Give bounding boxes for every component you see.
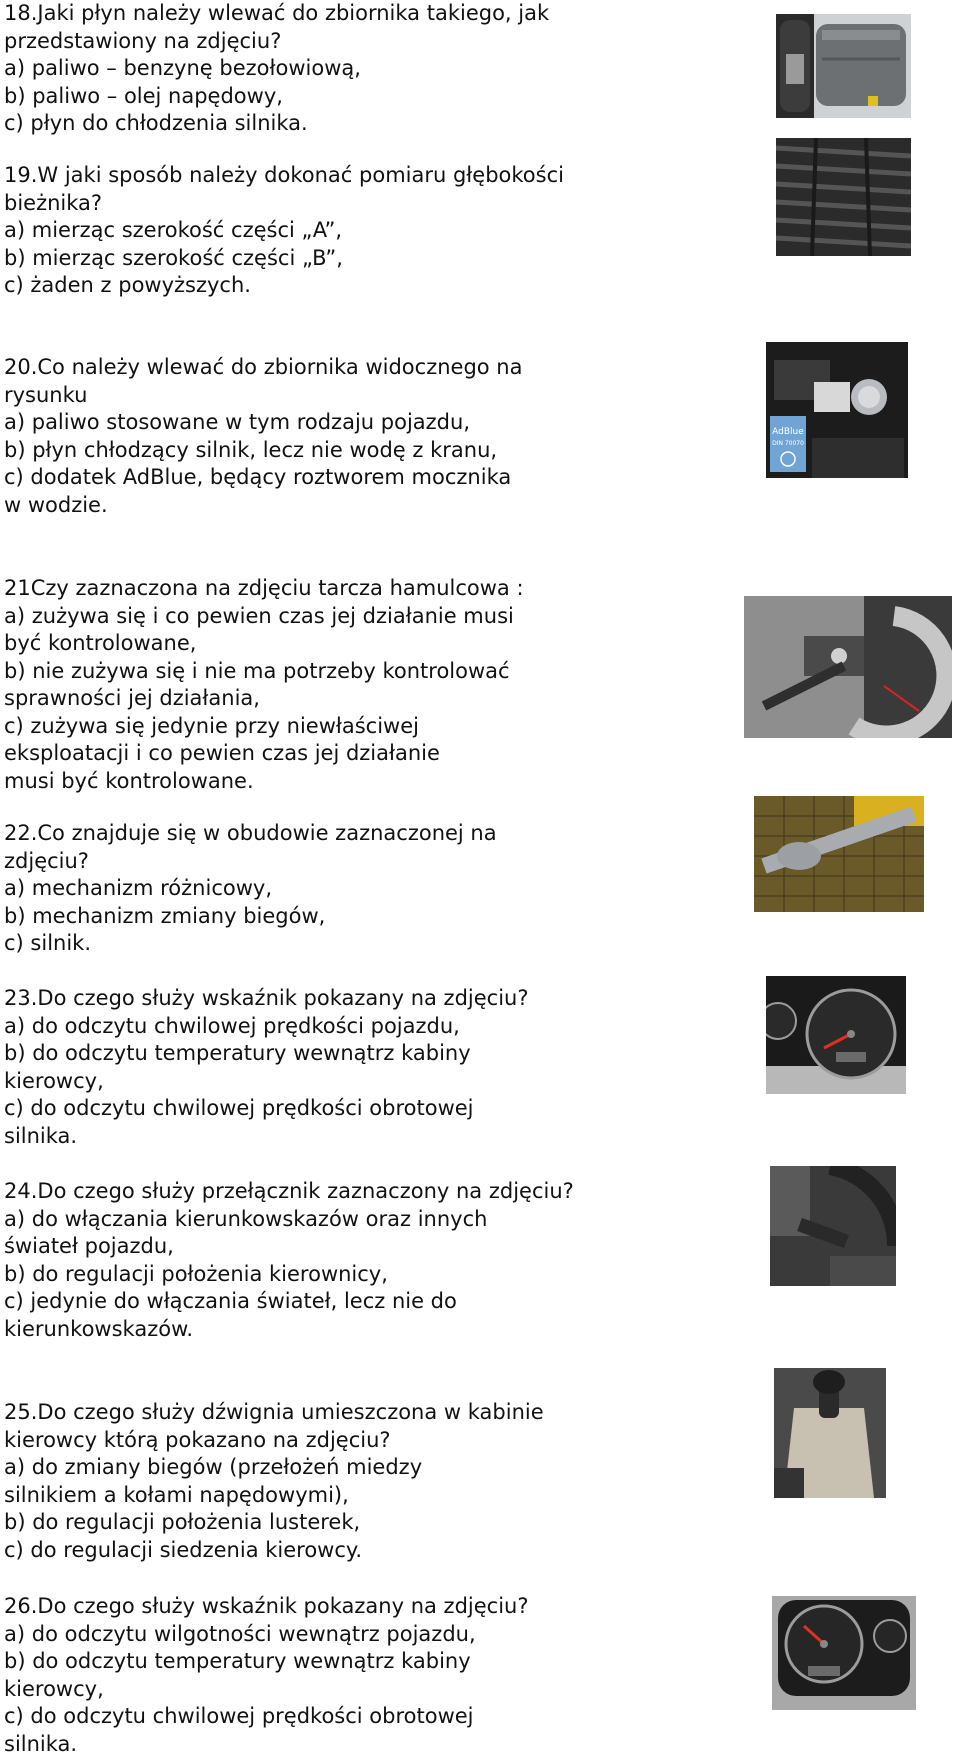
question-line: 22.Co znajduje się w obudowie zaznaczonej na <box>4 820 704 848</box>
gear-lever-photo <box>774 1368 886 1498</box>
question-line: 24.Do czego służy przełącznik zaznaczony na zdjęciu? <box>4 1178 704 1206</box>
answer-a-cont: silnikiem a kołami napędowymi), <box>4 1482 704 1510</box>
gearbox-housing-photo <box>754 796 924 912</box>
answer-c-cont: kierunkowskazów. <box>4 1316 704 1344</box>
tire-tread-photo <box>776 138 911 256</box>
question-20 <box>4 354 704 519</box>
answer-c: c) zużywa się jedynie przy niewłaściwej <box>4 713 704 741</box>
answer-c-cont: musi być kontrolowane. <box>4 768 704 796</box>
answer-b: b) mierząc szerokość części „B”, <box>4 245 704 273</box>
answer-b-cont: kierowcy, <box>4 1676 704 1704</box>
question-line: bieżnika? <box>4 190 704 218</box>
answer-c: c) do odczytu chwilowej prędkości obrotowej <box>4 1095 704 1123</box>
adblue-label: AdBlue <box>772 427 804 437</box>
adblue-tank-photo <box>766 342 908 478</box>
answer-b: b) do odczytu temperatury wewnątrz kabiny <box>4 1040 704 1068</box>
answer-b: b) paliwo – olej napędowy, <box>4 83 704 111</box>
answer-b: b) do regulacji położenia kierownicy, <box>4 1261 704 1289</box>
answer-c-cont: silnika. <box>4 1123 704 1151</box>
answer-b: b) płyn chłodzący silnik, lecz nie wodę z kranu, <box>4 437 704 465</box>
answer-b: b) do regulacji położenia lusterek, <box>4 1509 704 1537</box>
question-25 <box>4 1399 704 1564</box>
speedometer-photo <box>766 976 906 1094</box>
question-23 <box>4 985 704 1150</box>
answer-c: c) żaden z powyższych. <box>4 272 704 300</box>
answer-b: b) do odczytu temperatury wewnątrz kabiny <box>4 1648 704 1676</box>
answer-a: a) do zmiany biegów (przełożeń miedzy <box>4 1454 704 1482</box>
answer-c: c) płyn do chłodzenia silnika. <box>4 110 704 138</box>
answer-a: a) zużywa się i co pewien czas jej działanie musi <box>4 603 704 631</box>
brake-disc-photo <box>744 596 952 738</box>
answer-c-cont: w wodzie. <box>4 492 704 520</box>
adblue-sublabel: DIN 70070 <box>772 440 804 447</box>
answer-c-cont: silnika. <box>4 1731 704 1758</box>
answer-a: a) do odczytu chwilowej prędkości pojazdu, <box>4 1013 704 1041</box>
answer-a: a) paliwo – benzynę bezołowiową, <box>4 55 704 83</box>
answer-c: c) jedynie do włączania świateł, lecz nie do <box>4 1288 704 1316</box>
question-18 <box>4 0 704 138</box>
question-line: 23.Do czego służy wskaźnik pokazany na zdjęciu? <box>4 985 704 1013</box>
question-21 <box>4 575 704 795</box>
answer-a: a) mierząc szerokość części „A”, <box>4 217 704 245</box>
question-24 <box>4 1178 704 1343</box>
question-22 <box>4 820 704 958</box>
answer-a-cont: być kontrolowane, <box>4 630 704 658</box>
answer-c: c) do odczytu chwilowej prędkości obrotowej <box>4 1703 704 1731</box>
question-line: 26.Do czego służy wskaźnik pokazany na zdjęciu? <box>4 1593 704 1621</box>
question-line: zdjęciu? <box>4 848 704 876</box>
question-line: 21Czy zaznaczona na zdjęciu tarcza hamulcowa : <box>4 575 704 603</box>
question-line: kierowcy którą pokazano na zdjęciu? <box>4 1427 704 1455</box>
answer-b: b) mechanizm zmiany biegów, <box>4 903 704 931</box>
question-line: 19.W jaki sposób należy dokonać pomiaru głębokości <box>4 162 704 190</box>
question-19 <box>4 162 704 300</box>
answer-b-cont: sprawności jej działania, <box>4 685 704 713</box>
question-line: rysunku <box>4 382 704 410</box>
answer-a: a) mechanizm różnicowy, <box>4 875 704 903</box>
question-line: 20.Co należy wlewać do zbiornika widocznego na <box>4 354 704 382</box>
tachometer-photo <box>772 1596 916 1710</box>
fuel-tank-photo <box>776 14 911 118</box>
answer-c: c) silnik. <box>4 930 704 958</box>
answer-a: a) paliwo stosowane w tym rodzaju pojazdu, <box>4 409 704 437</box>
answer-c: c) do regulacji siedzenia kierowcy. <box>4 1537 704 1565</box>
question-line: przedstawiony na zdjęciu? <box>4 28 704 56</box>
answer-a: a) do odczytu wilgotności wewnątrz pojazdu, <box>4 1621 704 1649</box>
answer-b: b) nie zużywa się i nie ma potrzeby kontrolować <box>4 658 704 686</box>
question-line: 18.Jaki płyn należy wlewać do zbiornika takiego, jak <box>4 0 704 28</box>
answer-c-cont: eksploatacji i co pewien czas jej działanie <box>4 740 704 768</box>
answer-a-cont: świateł pojazdu, <box>4 1233 704 1261</box>
question-26 <box>4 1593 704 1758</box>
answer-c: c) dodatek AdBlue, będący roztworem mocznika <box>4 464 704 492</box>
question-line: 25.Do czego służy dźwignia umieszczona w kabinie <box>4 1399 704 1427</box>
answer-b-cont: kierowcy, <box>4 1068 704 1096</box>
steering-switch-photo <box>770 1166 896 1286</box>
answer-a: a) do włączania kierunkowskazów oraz innych <box>4 1206 704 1234</box>
